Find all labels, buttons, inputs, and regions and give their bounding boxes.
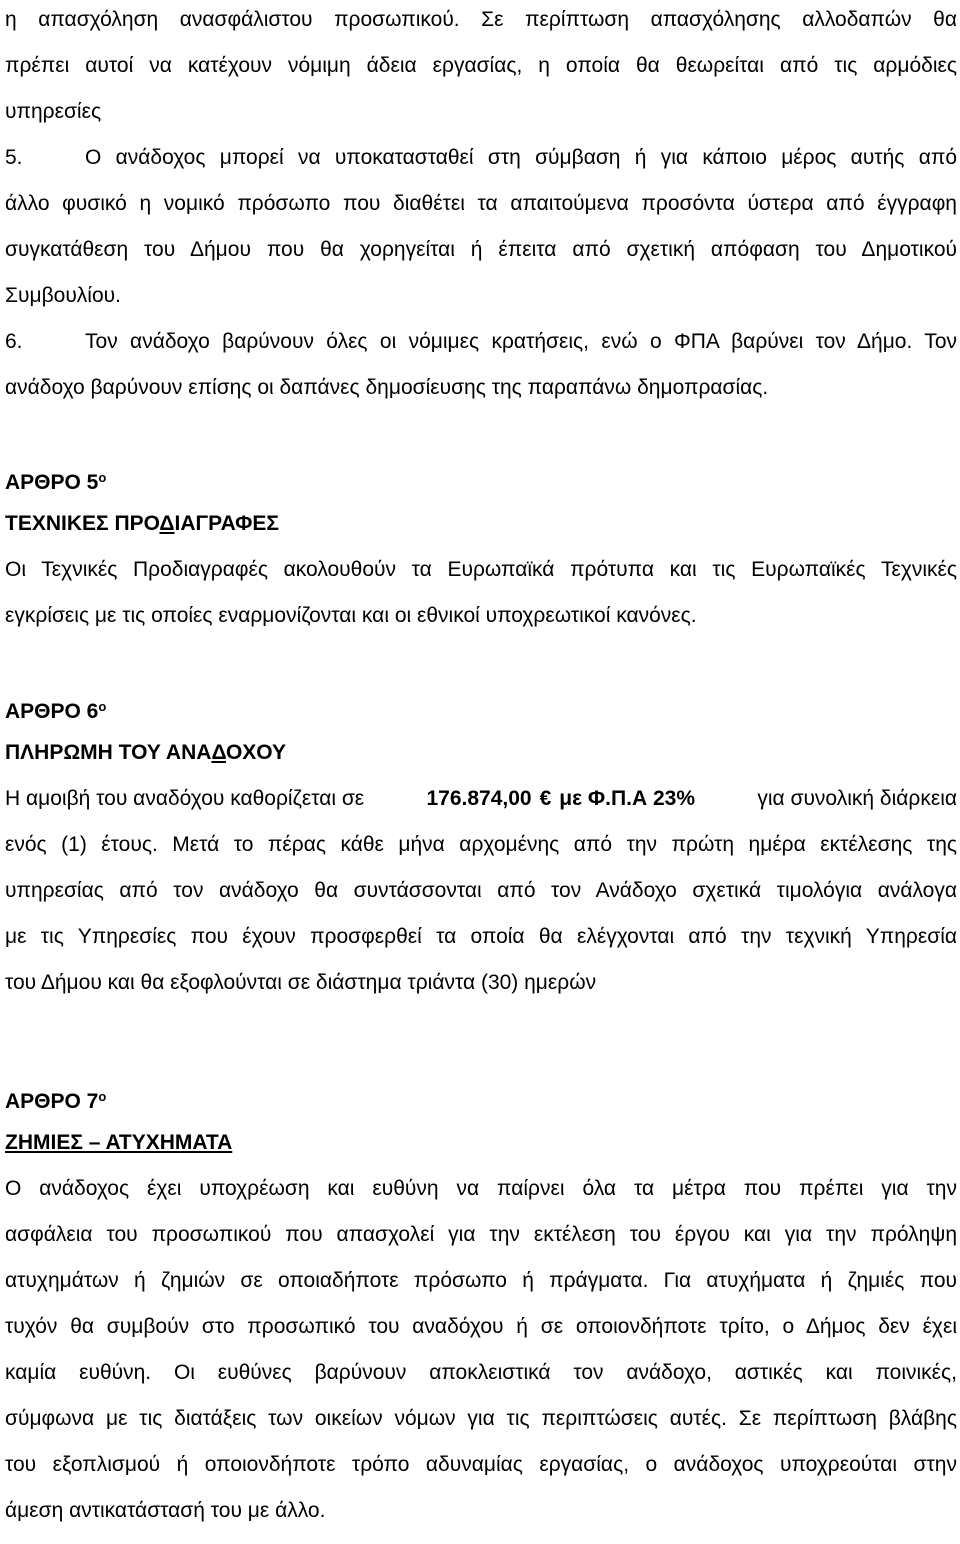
title-part: Δ (159, 512, 175, 535)
text-line: ασφάλεια του προσωπικού που απασχολεί για την εκτέλεση του έργου και για την πρόληψη (5, 1223, 957, 1246)
text-line: τυχόν θα συμβούν στο προσωπικό του αναδόχου ή σε οποιονδήποτε τρίτο, ο Δήμος δεν έχει (5, 1315, 957, 1338)
text-segment: Η αμοιβή του αναδόχου καθορίζεται σε (5, 787, 365, 810)
text-line: με τις Υπηρεσίες που έχουν προσφερθεί τα οποία θα ελέγχονται από την τεχνική Υπηρεσία (5, 925, 957, 948)
text-line: Τον ανάδοχο βαρύνουν όλες οι νόμιμες κρατήσεις, ενώ ο ΦΠΑ βαρύνει τον Δήμο. Τον (85, 330, 957, 353)
text-line: του εξοπλισμού ή οποιονδήποτε τρόπο αδυναμίας εργασίας, ο ανάδοχος υποχρεούται στην (5, 1453, 957, 1476)
title-part: ΠΛΗΡΩΜΗ ΤΟΥ ΑΝΑ (5, 741, 212, 764)
text-line: ανάδοχο βαρύνουν επίσης οι δαπάνες δημοσίευσης της παραπάνω δημοπρασίας. (5, 376, 769, 399)
article-heading (5, 692, 957, 727)
item-number: 5. (5, 146, 23, 169)
article-heading (5, 1082, 957, 1117)
payment-amount (426, 784, 695, 814)
article-title (5, 738, 957, 768)
superscript: ο (98, 1089, 107, 1104)
superscript: ο (98, 470, 107, 485)
list-item (5, 327, 957, 357)
item-number: 6. (5, 330, 23, 353)
title-part: Δ (211, 741, 226, 764)
article-title: ΖΗΜΙΕΣ – ΑΤΥΧΗΜΑΤΑ (5, 1131, 233, 1154)
article-heading (5, 463, 957, 498)
text-line: καμία ευθύνη. Οι ευθύνες βαρύνουν αποκλειστικά τον ανάδοχο, αστικές και ποινικές, (5, 1361, 957, 1384)
title-part: ΙΑΓΡΑΦΕΣ (174, 512, 280, 535)
text-line: Συμβουλίου. (5, 284, 121, 307)
text-line: ενός (1) έτους. Μετά το πέρας κάθε μήνα αρχομένης από την πρώτη ημέρα εκτέλεσης της (5, 833, 957, 856)
article-number: ΑΡΘΡΟ 6 (5, 700, 99, 723)
text-line: του Δήμου και θα εξοφλούνται σε διάστημα τριάντα (30) ημερών (5, 971, 597, 994)
title-part: ΟΧΟΥ (225, 741, 287, 764)
superscript: ο (98, 699, 107, 714)
vat-label: με Φ.Π.Α 23% (559, 787, 696, 810)
text-line: σύμφωνα με τις διατάξεις των οικείων νόμων για τις περιπτώσεις αυτές. Σε περίπτωση βλάβης (5, 1407, 957, 1430)
payment-line (5, 784, 957, 814)
article-number: ΑΡΘΡΟ 7 (5, 1090, 99, 1113)
euro-icon: € (539, 787, 552, 810)
title-part: ΤΕΧΝΙΚΕΣ ΠΡΟ (5, 512, 160, 535)
text-line: ατυχημάτων ή ζημιών σε οποιαδήποτε πρόσωπο ή πράγματα. Για ατυχήματα ή ζημιές που (5, 1269, 957, 1292)
text-line: συγκατάθεση του Δήμου που θα χορηγείται ή έπειτα από σχετική απόφαση του Δημοτικού (5, 238, 957, 261)
text-line: η απασχόληση ανασφάλιστου προσωπικού. Σε περίπτωση απασχόλησης αλλοδαπών θα (5, 8, 957, 31)
text-line: Ο ανάδοχος μπορεί να υποκατασταθεί στη σύμβαση ή για κάποιο μέρος αυτής από (85, 146, 957, 169)
article-number: ΑΡΘΡΟ 5 (5, 471, 99, 494)
text-line: υπηρεσίες (5, 100, 102, 123)
text-line: άμεση αντικατάστασή του με άλλο. (5, 1499, 326, 1522)
text-line: πρέπει αυτοί να κατέχουν νόμιμη άδεια εργασίας, η οποία θα θεωρείται από τις αρμόδιες (5, 54, 957, 77)
text-segment: για συνολική διάρκεια (757, 787, 957, 810)
article-title (5, 509, 957, 539)
text-line: άλλο φυσικό η νομικό πρόσωπο που διαθέτει τα απαιτούμενα προσόντα ύστερα από έγγραφη (5, 192, 957, 215)
list-item (5, 143, 957, 173)
text-line: υπηρεσίας από τον ανάδοχο θα συντάσσονται από τον Ανάδοχο σχετικά τιμολόγια ανάλογα (5, 879, 957, 902)
text-line: Οι Τεχνικές Προδιαγραφές ακολουθούν τα Ευρωπαϊκά πρότυπα και τις Ευρωπαϊκές Τεχνικές (5, 558, 957, 581)
text-line: Ο ανάδοχος έχει υποχρέωση και ευθύνη να παίρνει όλα τα μέτρα που πρέπει για την (5, 1177, 957, 1200)
text-line: εγκρίσεις με τις οποίες εναρμονίζονται και οι εθνικοί υποχρεωτικοί κανόνες. (5, 604, 697, 627)
amount-value: 176.874,00 (426, 787, 532, 810)
